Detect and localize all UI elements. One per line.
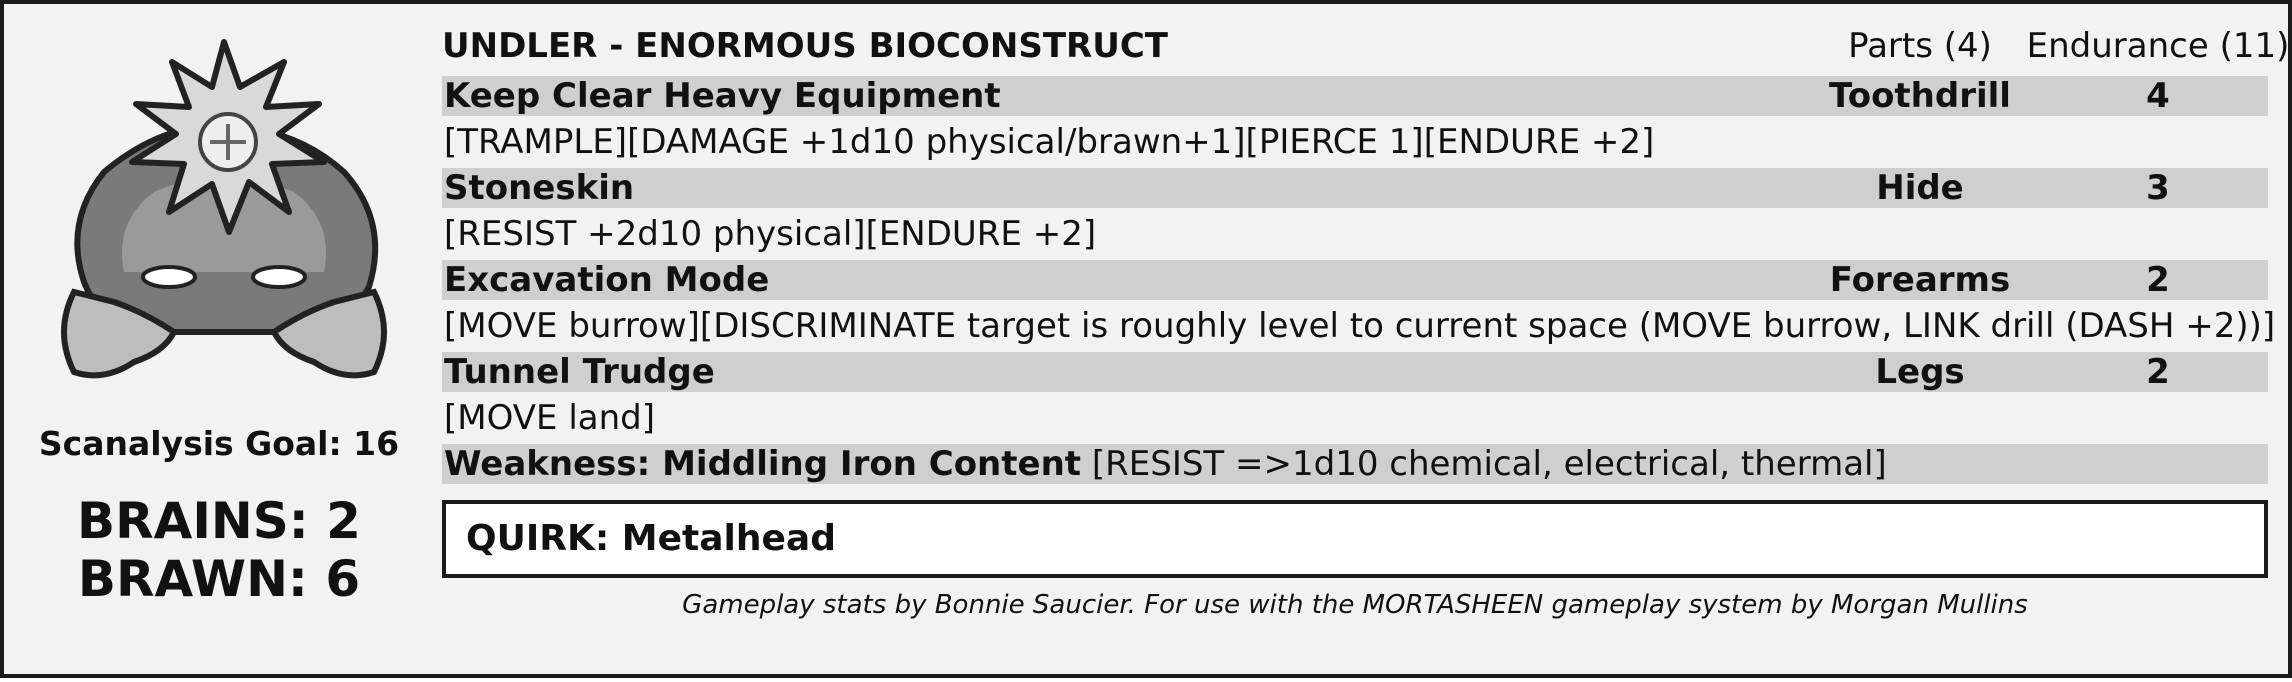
weakness-effect: [RESIST =>1d10 chemical, electrical, thermal] [1091, 444, 1887, 484]
weakness-line [444, 444, 1887, 484]
ability-name: Tunnel Trudge [444, 352, 715, 392]
brawn-stat: BRAWN: 6 [77, 550, 361, 608]
weakness-row [442, 444, 2268, 484]
ability-effects-row [442, 306, 2276, 346]
credit-line: Gameplay stats by Bonnie Saucier. For use with the MORTASHEEN gameplay system by Morgan Mullins [682, 590, 2028, 620]
ability-effects: [TRAMPLE][DAMAGE +1d10 physical/brawn+1][PIERCE 1][ENDURE +2] [444, 122, 1655, 162]
creature-summary-panel [4, 4, 434, 682]
header-row [442, 26, 2290, 74]
ability-effects-row [442, 398, 2268, 438]
abilities-panel [442, 4, 2290, 682]
quirk-box: QUIRK: Metalhead [442, 500, 2268, 578]
ability-effects: [MOVE land] [444, 398, 655, 438]
ability-row [442, 168, 2268, 208]
weakness-name: Weakness: Middling Iron Content [444, 444, 1082, 484]
undler-creature-portrait [44, 32, 404, 392]
ability-name: Excavation Mode [444, 260, 770, 300]
ability-endurance: 3 [2146, 168, 2170, 208]
ability-part: Toothdrill [1829, 76, 2011, 116]
ability-endurance: 2 [2146, 352, 2170, 392]
ability-part: Hide [1876, 168, 1964, 208]
ability-part: Forearms [1829, 260, 2011, 300]
scanalysis-goal: Scanalysis Goal: 16 [38, 424, 400, 463]
ability-name: Stoneskin [444, 168, 635, 208]
endurance-column-header: Endurance (11) [2026, 26, 2290, 66]
brains-stat: BRAINS: 2 [77, 492, 361, 550]
ability-endurance: 2 [2146, 260, 2170, 300]
ability-row [442, 352, 2268, 392]
ability-effects: [MOVE burrow][DISCRIMINATE target is roughly level to current space (MOVE burrow, LINK drill (DASH +2))] [444, 306, 2276, 346]
ability-endurance: 4 [2146, 76, 2170, 116]
ability-effects-row [442, 214, 2268, 254]
parts-column-header: Parts (4) [1848, 26, 1992, 66]
ability-row [442, 260, 2268, 300]
creature-name: UNDLER - ENORMOUS BIOCONSTRUCT [442, 26, 1168, 66]
ability-effects: [RESIST +2d10 physical][ENDURE +2] [444, 214, 1097, 254]
ability-part: Legs [1875, 352, 1965, 392]
ability-effects-row [442, 122, 2268, 162]
ability-name: Keep Clear Heavy Equipment [444, 76, 1001, 116]
ability-row [442, 76, 2268, 116]
